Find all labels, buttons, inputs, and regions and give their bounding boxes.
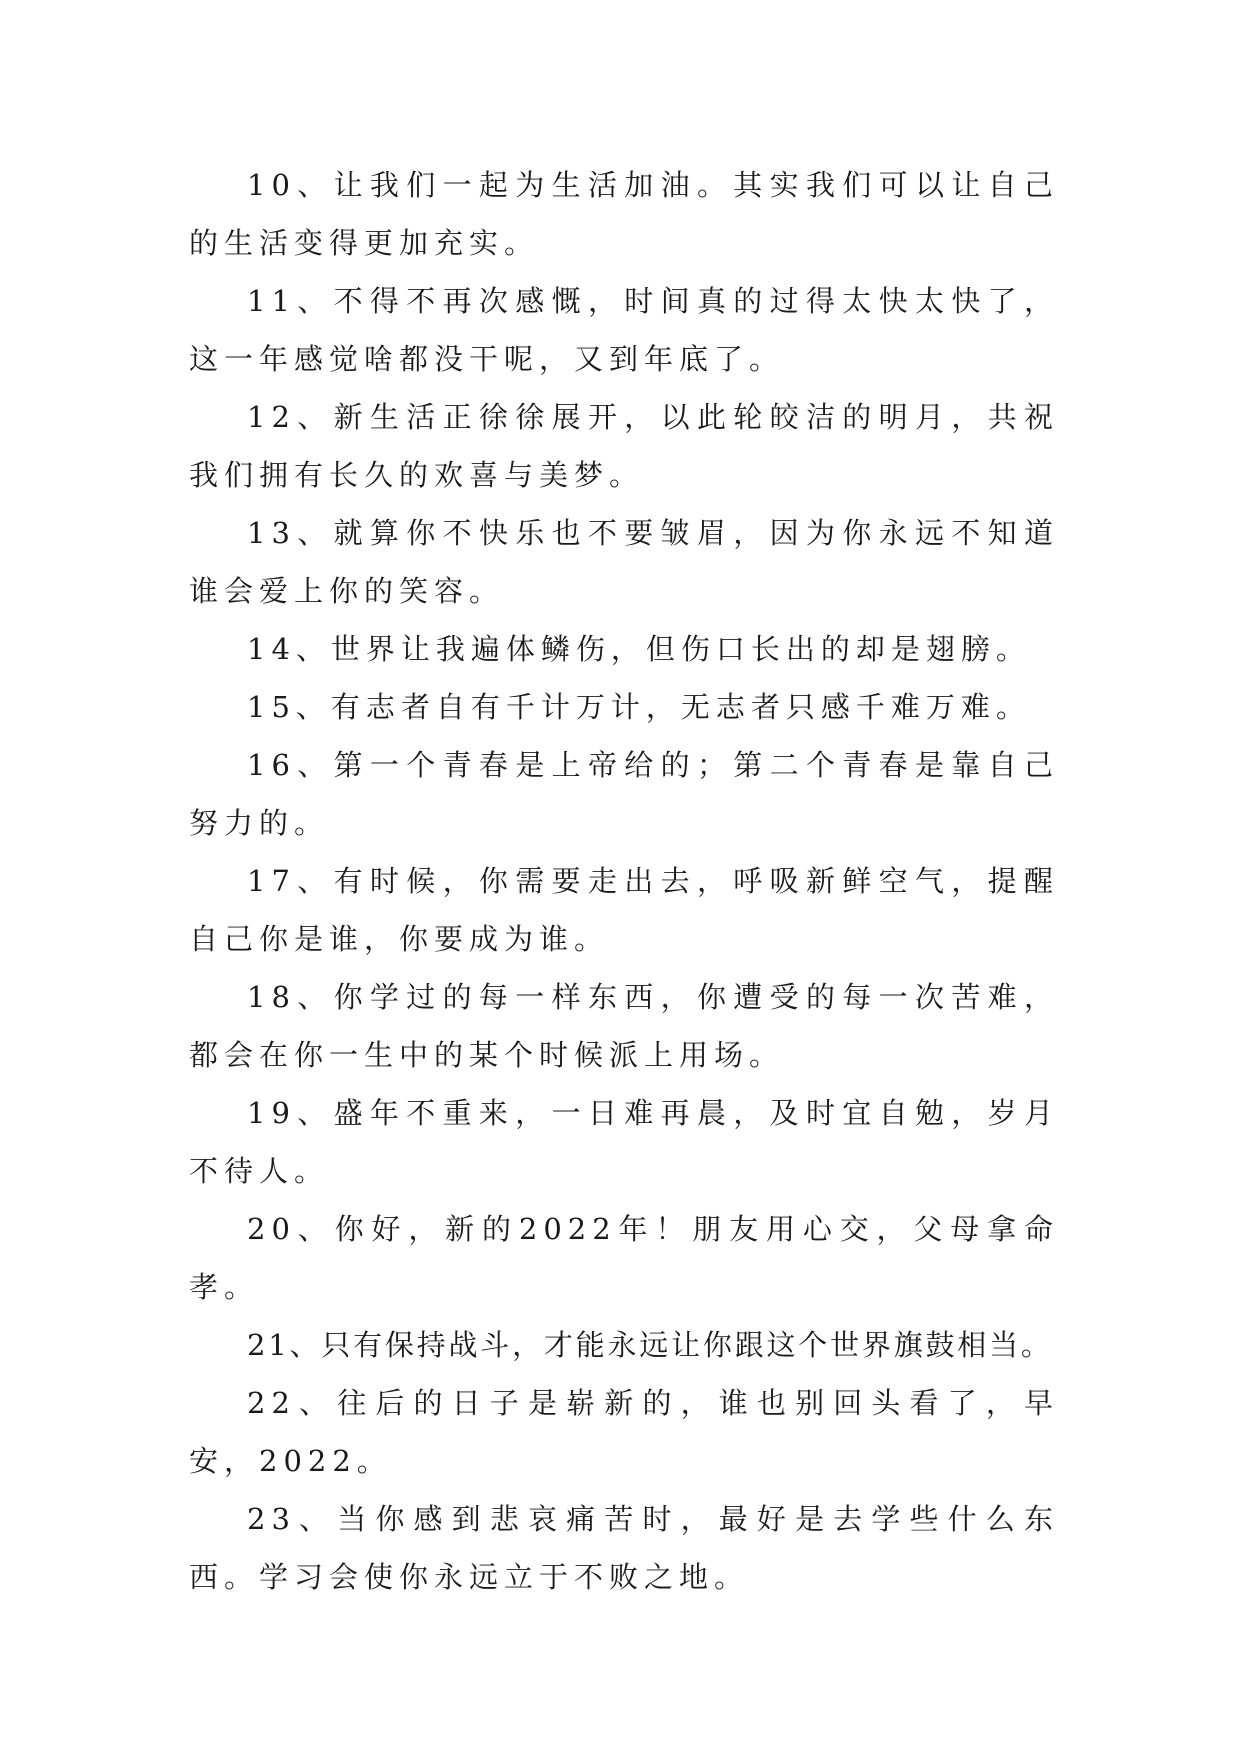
- paragraph-16: 16、第一个青春是上帝给的；第二个青春是靠自己努力的。: [189, 748, 1059, 840]
- paragraph-13: 13、就算你不快乐也不要皱眉，因为你永远不知道谁会爱上你的笑容。: [189, 516, 1059, 608]
- paragraph-19: 19、盛年不重来，一日难再晨，及时宜自勉，岁月不待人。: [189, 1096, 1059, 1188]
- paragraph-15: 15、有志者自有千计万计，无志者只感千难万难。: [247, 690, 1031, 724]
- paragraph-11: 11、不得不再次感慨，时间真的过得太快太快了，这一年感觉啥都没干呢，又到年底了。: [189, 284, 1059, 376]
- paragraph-22: 22、往后的日子是崭新的，谁也别回头看了，早安，2022。: [189, 1386, 1059, 1478]
- paragraph-20: 20、你好，新的2022年！朋友用心交，父母拿命孝。: [189, 1212, 1059, 1304]
- paragraph-21: 21、只有保持战斗，才能永远让你跟这个世界旗鼓相当。: [247, 1328, 1053, 1362]
- paragraph-10: 10、让我们一起为生活加油。其实我们可以让自己的生活变得更加充实。: [189, 168, 1059, 260]
- paragraph-17: 17、有时候，你需要走出去，呼吸新鲜空气，提醒自己你是谁，你要成为谁。: [189, 864, 1059, 956]
- paragraph-14: 14、世界让我遍体鳞伤，但伤口长出的却是翅膀。: [247, 632, 1031, 666]
- paragraph-23: 23、当你感到悲哀痛苦时，最好是去学些什么东西。学习会使你永远立于不败之地。: [189, 1502, 1059, 1594]
- document-body: [189, 156, 1059, 1606]
- paragraph-18: 18、你学过的每一样东西，你遭受的每一次苦难，都会在你一生中的某个时候派上用场。: [189, 980, 1059, 1072]
- paragraph-12: 12、新生活正徐徐展开，以此轮皎洁的明月，共祝我们拥有长久的欢喜与美梦。: [189, 400, 1059, 492]
